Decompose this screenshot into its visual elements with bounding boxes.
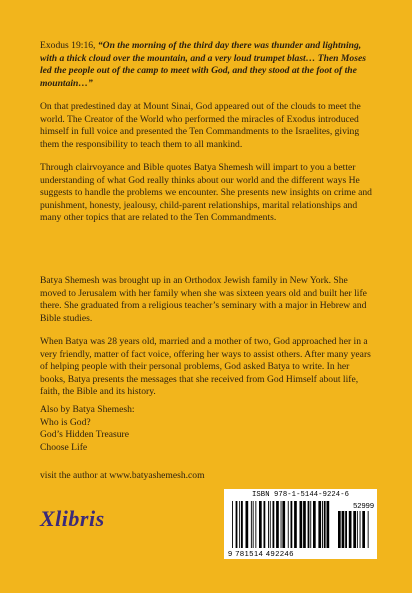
ean-digits: 9 781514 492246 <box>228 549 294 558</box>
scripture-quote: “On the morning of the third day there was thunder and lightning, with a thick cloud over the mountain, and a very loud trumpet blast… Then Moses led the people out of the camp to meet with God, and they stood at the foot of the mountain…” <box>40 40 366 89</box>
also-by-heading: Also by Batya Shemesh: <box>40 404 135 415</box>
isbn-barcode <box>224 489 377 559</box>
also-by-book: Choose Life <box>40 441 88 453</box>
author-website: visit the author at www.batyashemesh.com <box>40 470 205 481</box>
scripture-reference: Exodus 19:16, <box>40 40 98 51</box>
author-bio-paragraph-1: Batya Shemesh was brought up in an Orthodox Jewish family in New York. She moved to Jerusalem with her family when she was sixteen years old and built her life there. She graduated from a religious teacher’s seminary with a major in Hebrew and Bible studies. <box>40 275 367 324</box>
description-paragraph-2: Through clairvoyance and Bible quotes Batya Shemesh will impart to you a better understanding of what God really thinks about our world and the different ways He suggests to handle the problems we encounter. She presents new insights on crime and punishment, honesty, jealousy, child-parent relationships, marital relationships and many other topics that are related to the Ten Commandments. <box>40 162 372 224</box>
publisher-logo-text: Xlibris <box>40 506 105 531</box>
also-by-list <box>40 404 376 454</box>
intro-paragraph <box>40 40 376 90</box>
price-code: 52999 <box>353 501 374 510</box>
isbn-text: ISBN 978-1-5144-9224-6 <box>251 491 350 499</box>
author-bio-paragraph-2: When Batya was 28 years old, married and a mother of two, God approached her in a very friendly, matter of fact voice, offering her ways to assist others. After many years of helping people with their personal problems, God asked Batya to write. In her books, Batya presents the messages that she received from God Himself about life, faith, the Bible and its history. <box>40 336 371 398</box>
also-by-book: Who is God? <box>40 416 91 428</box>
description-paragraph-1: On that predestined day at Mount Sinai, God appeared out of the clouds to meet the world. The Creator of the World who performed the miracles of Exodus introduced himself in full voice and presented the Ten Commandments to the Israelites, giving them the responsibility to teach them to all mankind. <box>40 101 361 150</box>
also-by-book: God’s Hidden Treasure <box>40 429 130 441</box>
publisher-logo <box>40 506 105 532</box>
